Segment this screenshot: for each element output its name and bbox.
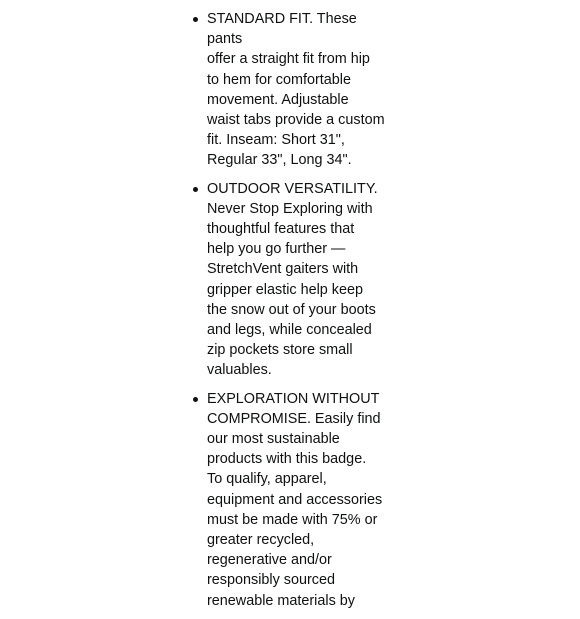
feature-bullet-outdoor-versatility: [0, 179, 387, 381]
feature-bullet-text: EXPLORATION WITHOUT COMPROMISE. Easily find our most sustainable products with this badge. To qualify, apparel, equipment and accessories must be made with 75% or greater recycled, regenerative and/or responsibly sourced renewable materials by: [207, 390, 383, 609]
bullet-dot-icon: [193, 397, 198, 402]
bullet-dot-icon: [193, 187, 198, 192]
feature-bullet-text: OUTDOOR VERSATILITY. Never Stop Exploring with thoughtful features that help you go further — StretchVent gaiters with gripper elastic help keep the snow out of your boots and legs, while concealed zip pockets store small valuables.: [207, 180, 378, 379]
bullet-dot-icon: [193, 17, 198, 22]
feature-bullet-standard-fit: [0, 9, 387, 171]
feature-bullet-text: STANDARD FIT. These pants offer a straight fit from hip to hem for comfortable movement. Adjustable waist tabs provide a custom fit. Inseam: Short 31", Regular 33", Long 34".: [207, 11, 385, 169]
feature-bullet-exploration: [0, 389, 387, 611]
